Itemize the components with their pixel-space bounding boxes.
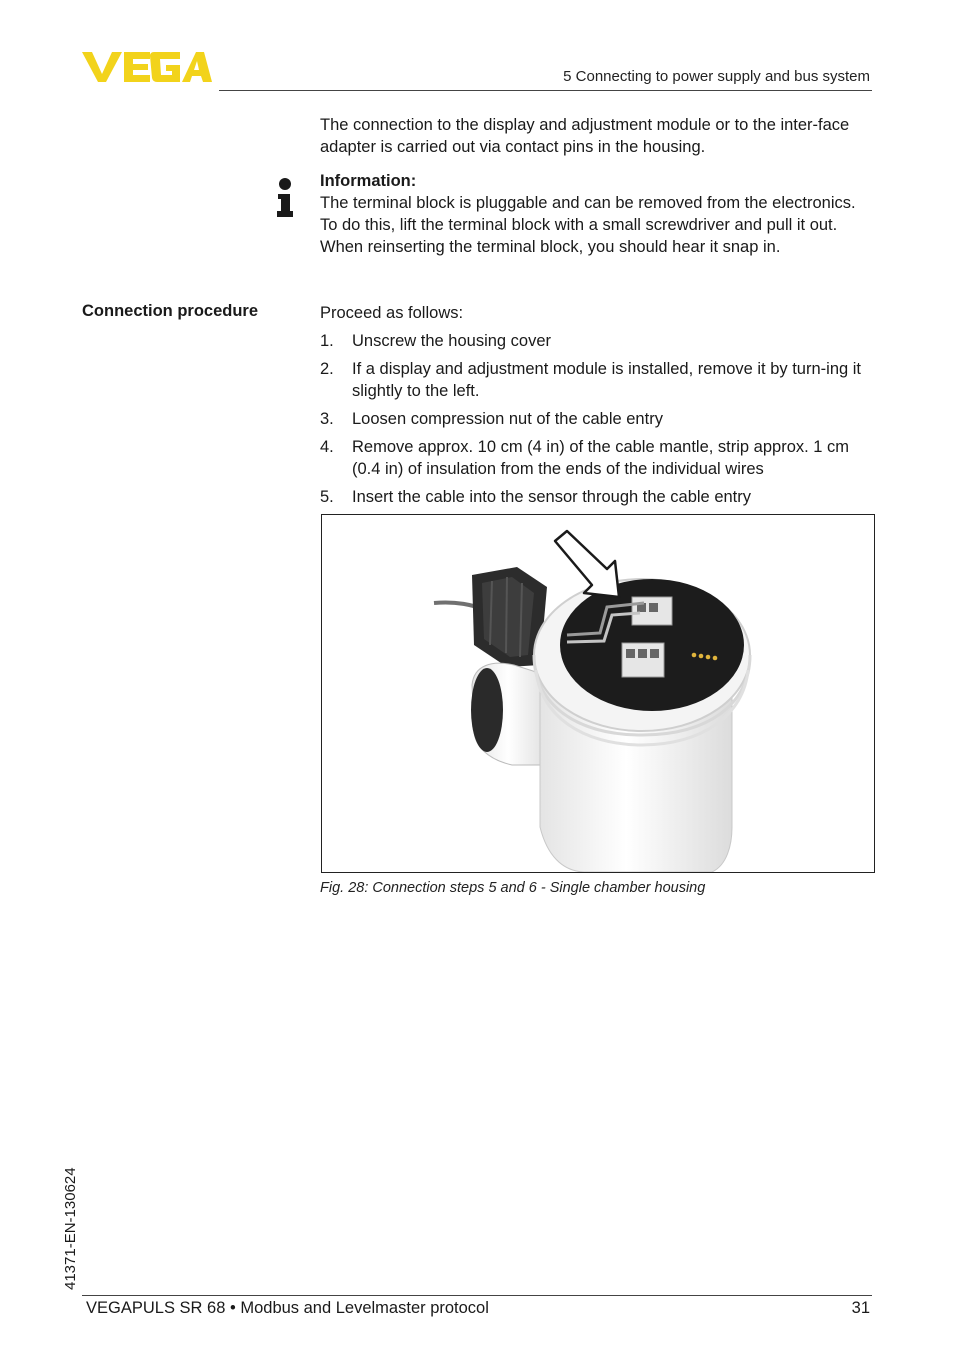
procedure-steps xyxy=(320,330,872,514)
step-text: Remove approx. 10 cm (4 in) of the cable mantle, strip approx. 1 cm (0.4 in) of insulation from the ends of the individual wires xyxy=(352,438,850,478)
footer-title: VEGAPULS SR 68 • Modbus and Levelmaster protocol xyxy=(86,1299,489,1317)
housing-illustration xyxy=(322,515,874,872)
figure-caption: Fig. 28: Connection steps 5 and 6 - Single chamber housing xyxy=(320,880,706,896)
info-icon xyxy=(274,176,296,218)
step-text: Loosen compression nut of the cable entry xyxy=(352,410,663,428)
step-item xyxy=(320,408,872,430)
step-text: Insert the cable into the sensor through the cable entry xyxy=(352,488,751,506)
header-divider xyxy=(219,90,872,91)
insert-direction-arrow-icon xyxy=(555,531,619,597)
step-number: 1. xyxy=(320,332,334,350)
intro-paragraph: The connection to the display and adjustment module or to the inter-face adapter is carried out via contact pins in the housing. xyxy=(320,116,850,156)
procedure-lead: Proceed as follows: xyxy=(320,304,464,322)
footer-divider xyxy=(82,1295,872,1296)
step-item xyxy=(320,486,872,508)
information-text: The terminal block is pluggable and can be removed from the electronics. To do this, lift the terminal block with a small screwdriver and pull it out. When reinserting the terminal block, you should hear it snap in. xyxy=(320,194,856,256)
information-title: Information: xyxy=(320,172,417,190)
housing-figure xyxy=(321,514,875,873)
page-number: 31 xyxy=(851,1299,870,1317)
step-item xyxy=(320,358,872,402)
step-number: 5. xyxy=(320,488,334,506)
step-item xyxy=(320,330,872,352)
section-header-title: 5 Connecting to power supply and bus system xyxy=(563,68,870,85)
section-label: Connection procedure xyxy=(82,302,259,320)
step-number: 4. xyxy=(320,438,334,456)
step-number: 2. xyxy=(320,360,334,378)
vega-logo xyxy=(82,50,212,84)
document-id: 41371-EN-130624 xyxy=(62,1167,79,1290)
step-text: If a display and adjustment module is installed, remove it by turn-ing it slightly to the left. xyxy=(352,360,862,400)
step-text: Unscrew the housing cover xyxy=(352,332,552,350)
information-note xyxy=(320,170,872,258)
step-number: 3. xyxy=(320,410,334,428)
step-item xyxy=(320,436,872,480)
